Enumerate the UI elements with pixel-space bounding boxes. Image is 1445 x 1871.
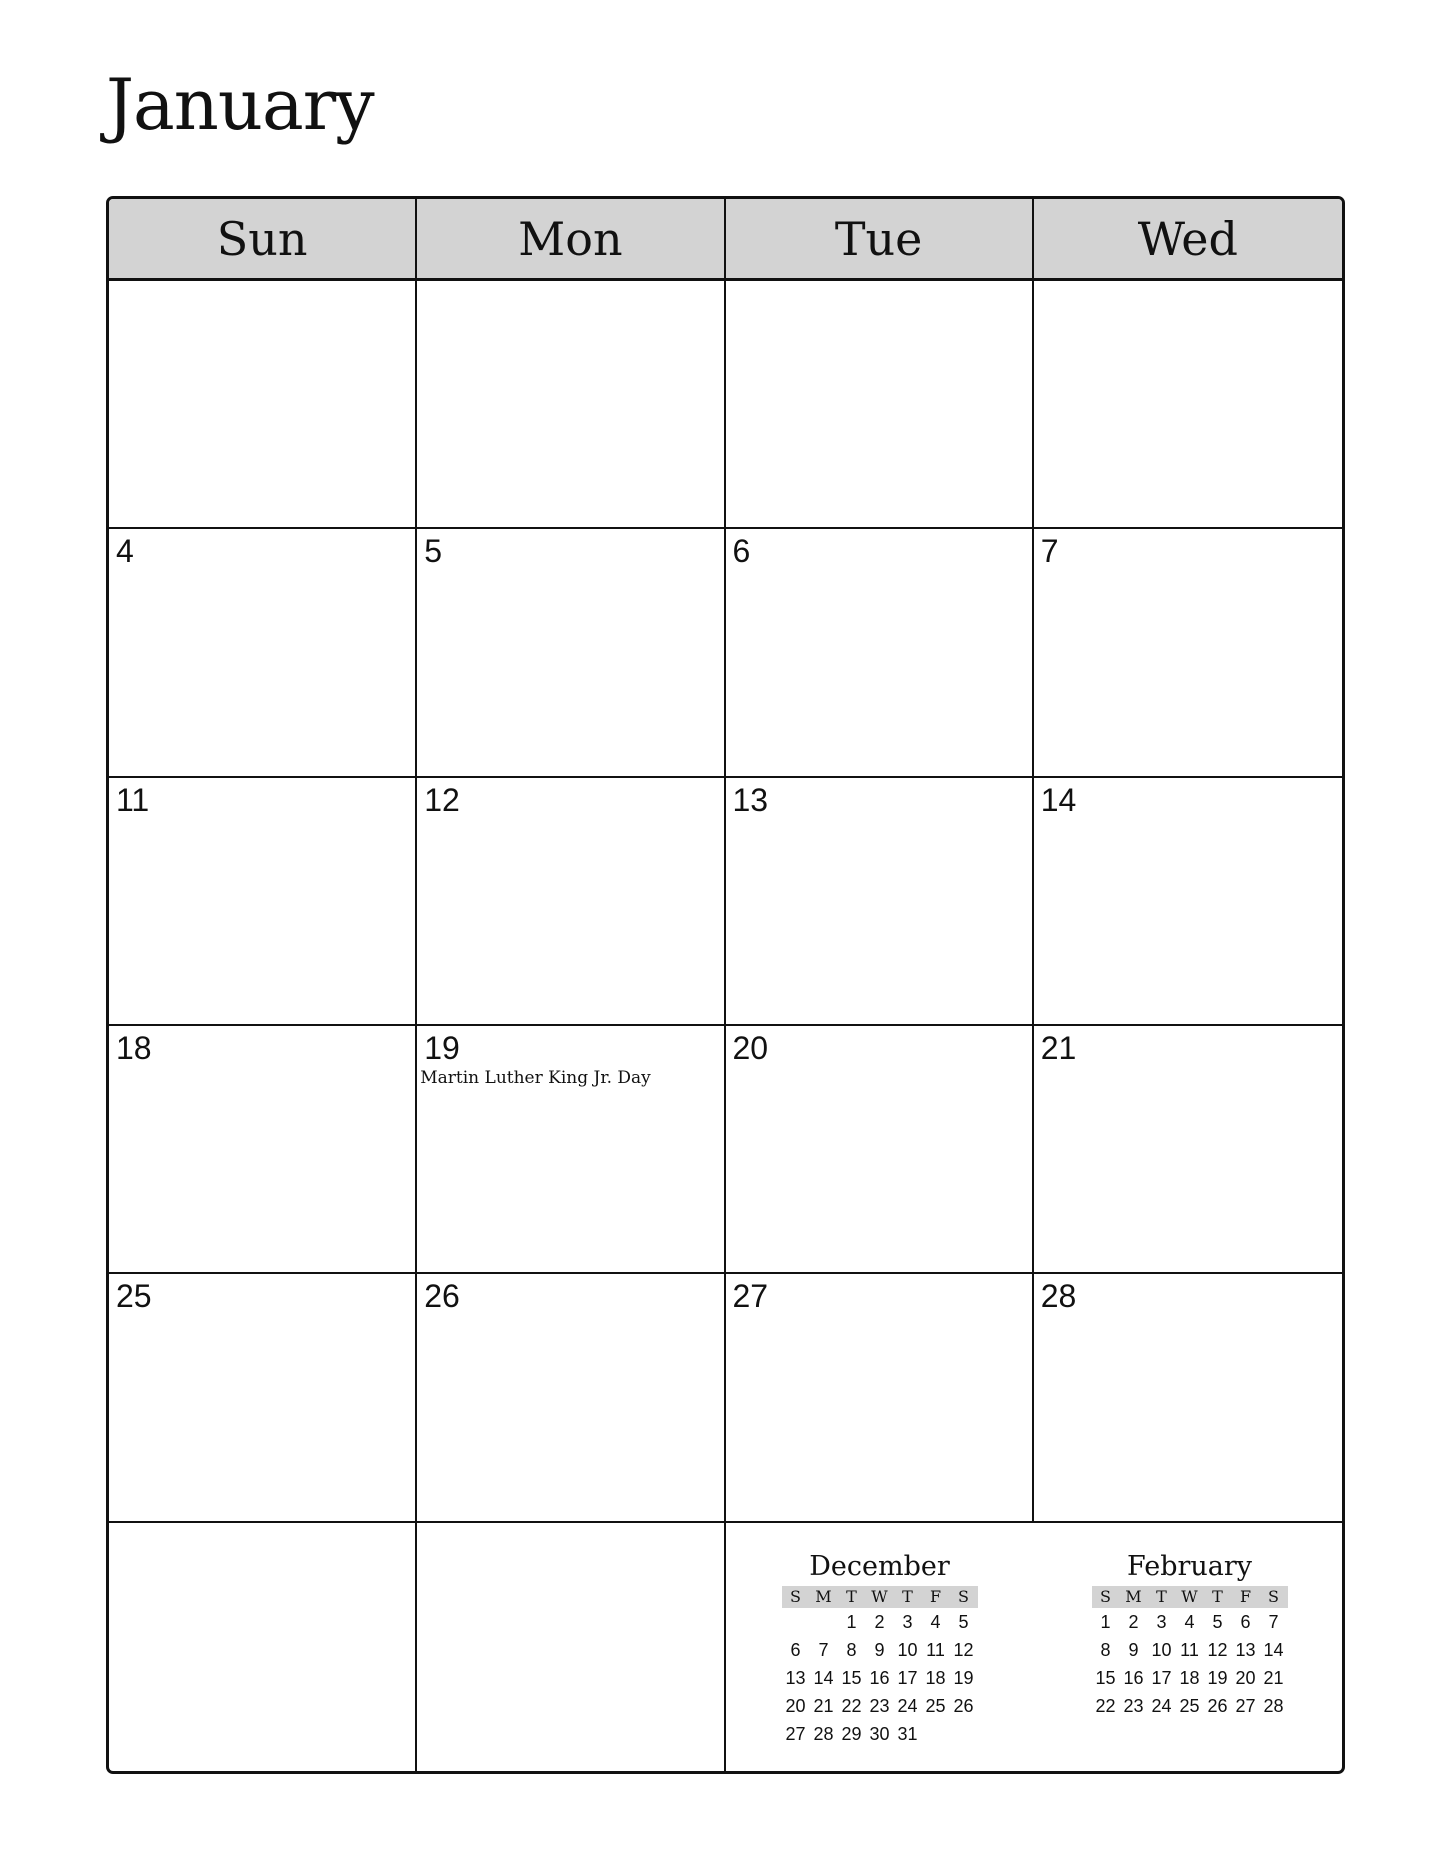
day-number: 5 — [424, 533, 443, 570]
day-number: 28 — [1040, 1278, 1077, 1315]
mini-day: 19 — [1207, 1667, 1228, 1688]
mini-day: 28 — [1263, 1695, 1284, 1716]
mini-day: 24 — [897, 1695, 918, 1716]
day-number: 19 — [424, 1029, 460, 1066]
mini-day: 19 — [953, 1667, 974, 1688]
mini-day: 8 — [846, 1639, 857, 1660]
day-cell[interactable] — [109, 778, 417, 1026]
mini-day: 16 — [869, 1667, 890, 1688]
mini-day: 29 — [841, 1723, 862, 1744]
mini-day: 22 — [841, 1695, 862, 1716]
day-cell[interactable] — [726, 1026, 1034, 1274]
mini-calendar-previous — [782, 1551, 978, 1748]
mini-day: 21 — [813, 1695, 834, 1716]
mini-day: 15 — [1095, 1667, 1116, 1688]
mini-day: 17 — [897, 1667, 918, 1688]
mini-weekday: M — [810, 1586, 838, 1608]
mini-weekday: S — [1092, 1586, 1120, 1608]
mini-day: 3 — [1156, 1611, 1167, 1632]
mini-day: 18 — [925, 1667, 946, 1688]
mini-day: 3 — [902, 1611, 913, 1632]
day-cell[interactable] — [417, 1026, 725, 1274]
day-cell[interactable] — [726, 281, 1034, 529]
mini-day: 11 — [1180, 1639, 1199, 1660]
mini-calendar-grid — [1092, 1586, 1288, 1720]
mini-day — [950, 1720, 978, 1748]
mini-day — [922, 1720, 950, 1748]
mini-day: 25 — [925, 1695, 946, 1716]
mini-weekday: S — [1260, 1586, 1288, 1608]
day-cell[interactable] — [1034, 281, 1342, 529]
day-number: 25 — [116, 1278, 152, 1315]
mini-day: 10 — [897, 1639, 918, 1660]
day-cell[interactable] — [109, 1274, 417, 1522]
day-cell[interactable] — [1034, 1274, 1342, 1522]
mini-day: 5 — [958, 1611, 969, 1632]
mini-calendar-title: February — [1126, 1550, 1253, 1582]
mini-day: 4 — [930, 1611, 941, 1632]
day-number: 12 — [424, 781, 460, 818]
mini-day: 15 — [841, 1667, 862, 1688]
day-number: 13 — [732, 781, 769, 818]
mini-calendars — [726, 1523, 1343, 1771]
day-number: 26 — [424, 1278, 460, 1315]
mini-day: 25 — [1179, 1695, 1200, 1716]
mini-day: 6 — [790, 1639, 801, 1660]
day-number: 7 — [1040, 533, 1059, 570]
mini-day: 23 — [869, 1695, 890, 1716]
mini-day: 12 — [953, 1639, 974, 1660]
mini-day: 5 — [1212, 1611, 1223, 1632]
mini-day: 21 — [1263, 1667, 1284, 1688]
day-number: 4 — [116, 533, 134, 570]
mini-day: 20 — [1235, 1667, 1256, 1688]
mini-day: 16 — [1123, 1667, 1144, 1688]
mini-day: 17 — [1151, 1667, 1172, 1688]
day-number: 6 — [732, 533, 751, 570]
mini-weekday: F — [1232, 1586, 1260, 1608]
month-title: January — [106, 64, 374, 146]
weekday-header-sun: Sun — [109, 199, 417, 281]
day-cell[interactable] — [417, 1274, 725, 1522]
mini-day: 27 — [785, 1723, 806, 1744]
day-number: 18 — [116, 1029, 152, 1066]
mini-day: 14 — [1263, 1639, 1284, 1660]
mini-weekday: W — [866, 1586, 894, 1608]
mini-day: 7 — [818, 1639, 829, 1660]
day-cell[interactable] — [1034, 778, 1342, 1026]
weekday-header-mon: Mon — [417, 199, 725, 281]
mini-day: 26 — [1207, 1695, 1228, 1716]
day-cell[interactable] — [109, 281, 417, 529]
mini-day: 2 — [874, 1611, 885, 1632]
mini-day — [810, 1608, 838, 1636]
mini-day: 18 — [1179, 1667, 1200, 1688]
mini-weekday: M — [1120, 1586, 1148, 1608]
day-number: 27 — [732, 1278, 769, 1315]
mini-day: 2 — [1128, 1611, 1139, 1632]
mini-weekday: T — [1204, 1586, 1232, 1608]
day-cell[interactable] — [109, 529, 417, 777]
mini-day: 6 — [1240, 1611, 1251, 1632]
mini-weekday: T — [838, 1586, 866, 1608]
day-cell[interactable] — [417, 778, 725, 1026]
mini-day: 30 — [869, 1723, 890, 1744]
mini-day: 26 — [953, 1695, 974, 1716]
mini-calendar-title: December — [809, 1550, 950, 1582]
mini-weekday: W — [1176, 1586, 1204, 1608]
mini-day: 10 — [1151, 1639, 1172, 1660]
day-cell[interactable] — [726, 1274, 1034, 1522]
mini-day: 11 — [926, 1639, 945, 1660]
calendar-grid — [106, 196, 1345, 1774]
mini-weekday: T — [1148, 1586, 1176, 1608]
mini-day: 27 — [1235, 1695, 1256, 1716]
mini-weekday: T — [894, 1586, 922, 1608]
mini-day: 22 — [1095, 1695, 1116, 1716]
day-number: 20 — [732, 1029, 769, 1066]
mini-day: 23 — [1123, 1695, 1144, 1716]
mini-day: 13 — [785, 1667, 806, 1688]
mini-weekday: F — [922, 1586, 950, 1608]
mini-day — [782, 1608, 810, 1636]
mini-day: 28 — [813, 1723, 834, 1744]
holiday-label: Martin Luther King Jr. Day — [420, 1067, 651, 1088]
day-number: 14 — [1040, 781, 1077, 818]
day-cell[interactable] — [1034, 529, 1342, 777]
mini-weekday: S — [782, 1586, 810, 1608]
day-cell[interactable] — [417, 529, 725, 777]
mini-day: 7 — [1268, 1611, 1279, 1632]
weekday-header-wed: Wed — [1034, 199, 1342, 281]
mini-day: 24 — [1151, 1695, 1172, 1716]
day-cell[interactable] — [1034, 1026, 1342, 1274]
mini-weekday: S — [950, 1586, 978, 1608]
mini-day: 12 — [1207, 1639, 1228, 1660]
day-number: 21 — [1040, 1029, 1077, 1066]
day-cell[interactable] — [726, 778, 1034, 1026]
mini-day: 8 — [1100, 1639, 1111, 1660]
mini-day: 4 — [1184, 1611, 1195, 1632]
day-number: 11 — [116, 781, 150, 818]
mini-day: 14 — [813, 1667, 834, 1688]
mini-day: 1 — [1100, 1611, 1111, 1632]
day-cell[interactable] — [726, 529, 1034, 777]
mini-calendar-next — [1092, 1551, 1288, 1720]
day-cell[interactable] — [417, 1523, 725, 1771]
day-cell[interactable] — [109, 1523, 417, 1771]
mini-day: 9 — [1128, 1639, 1139, 1660]
day-cell[interactable] — [417, 281, 725, 529]
mini-calendar-grid — [782, 1586, 978, 1748]
mini-day: 31 — [897, 1723, 918, 1744]
day-cell[interactable] — [109, 1026, 417, 1274]
mini-day: 20 — [785, 1695, 806, 1716]
mini-day: 1 — [846, 1611, 857, 1632]
mini-day: 9 — [874, 1639, 885, 1660]
mini-day: 13 — [1235, 1639, 1256, 1660]
weekday-header-tue: Tue — [726, 199, 1034, 281]
